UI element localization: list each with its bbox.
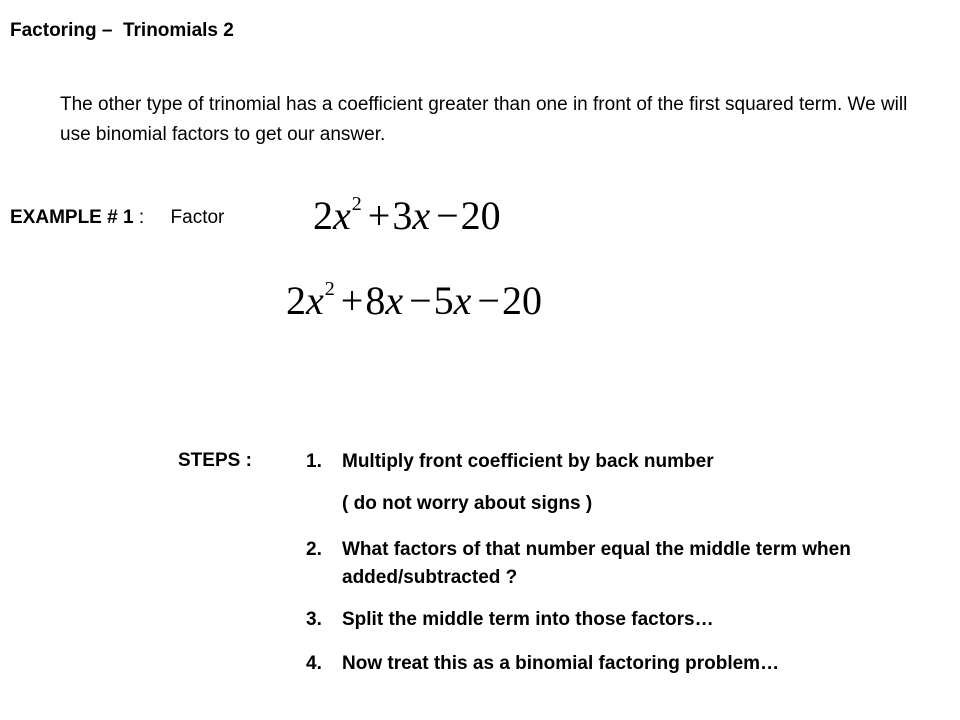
trinomial-expression — [313, 192, 501, 239]
split-term-2-coefficient: 5 — [433, 278, 454, 323]
variable-x: x — [453, 278, 472, 323]
constant-term: 20 — [460, 193, 501, 238]
plus-operator: + — [340, 278, 364, 323]
plus-operator: + — [367, 193, 391, 238]
step-text: Multiply front coefficient by back number — [342, 451, 714, 472]
step-1 — [306, 448, 946, 476]
split-term-1-coefficient: 8 — [365, 278, 386, 323]
step-number: 1. — [306, 451, 322, 472]
step-3 — [306, 606, 946, 634]
intro-paragraph: The other type of trinomial has a coefficient greater than one in front of the first squared term. We will use binomial factors to get our answer. — [60, 94, 908, 145]
step-1-note — [306, 490, 946, 518]
example-heading — [10, 207, 224, 229]
step-4 — [306, 650, 946, 678]
variable-x: x — [412, 193, 431, 238]
coefficient: 2 — [313, 193, 333, 238]
step-number: 4. — [306, 653, 322, 674]
split-expression — [286, 277, 542, 324]
step-number: 3. — [306, 609, 322, 630]
slide-title: Factoring – Trinomials 2 — [10, 20, 234, 41]
variable-x: x — [333, 193, 351, 238]
minus-operator: − — [436, 193, 459, 238]
step-text: ( do not worry about signs ) — [342, 493, 593, 514]
exponent: 2 — [351, 193, 362, 215]
coefficient: 2 — [286, 278, 306, 323]
constant-term: 20 — [501, 278, 542, 323]
example-label: EXAMPLE # 1 — [10, 207, 139, 228]
exponent: 2 — [324, 278, 335, 300]
step-number: 2. — [306, 539, 322, 560]
variable-x: x — [385, 278, 404, 323]
minus-operator: − — [477, 278, 500, 323]
example-colon: : — [138, 207, 145, 228]
step-text: Split the middle term into those factors… — [342, 609, 714, 630]
factor-word: Factor — [170, 207, 225, 228]
step-text: Now treat this as a binomial factoring problem… — [342, 653, 780, 674]
minus-operator: − — [409, 278, 432, 323]
middle-coefficient: 3 — [392, 193, 413, 238]
step-text: What factors of that number equal the middle term when added/subtracted ? — [342, 539, 851, 588]
variable-x: x — [306, 278, 324, 323]
step-2 — [306, 536, 946, 592]
steps-label: STEPS : — [178, 450, 252, 471]
